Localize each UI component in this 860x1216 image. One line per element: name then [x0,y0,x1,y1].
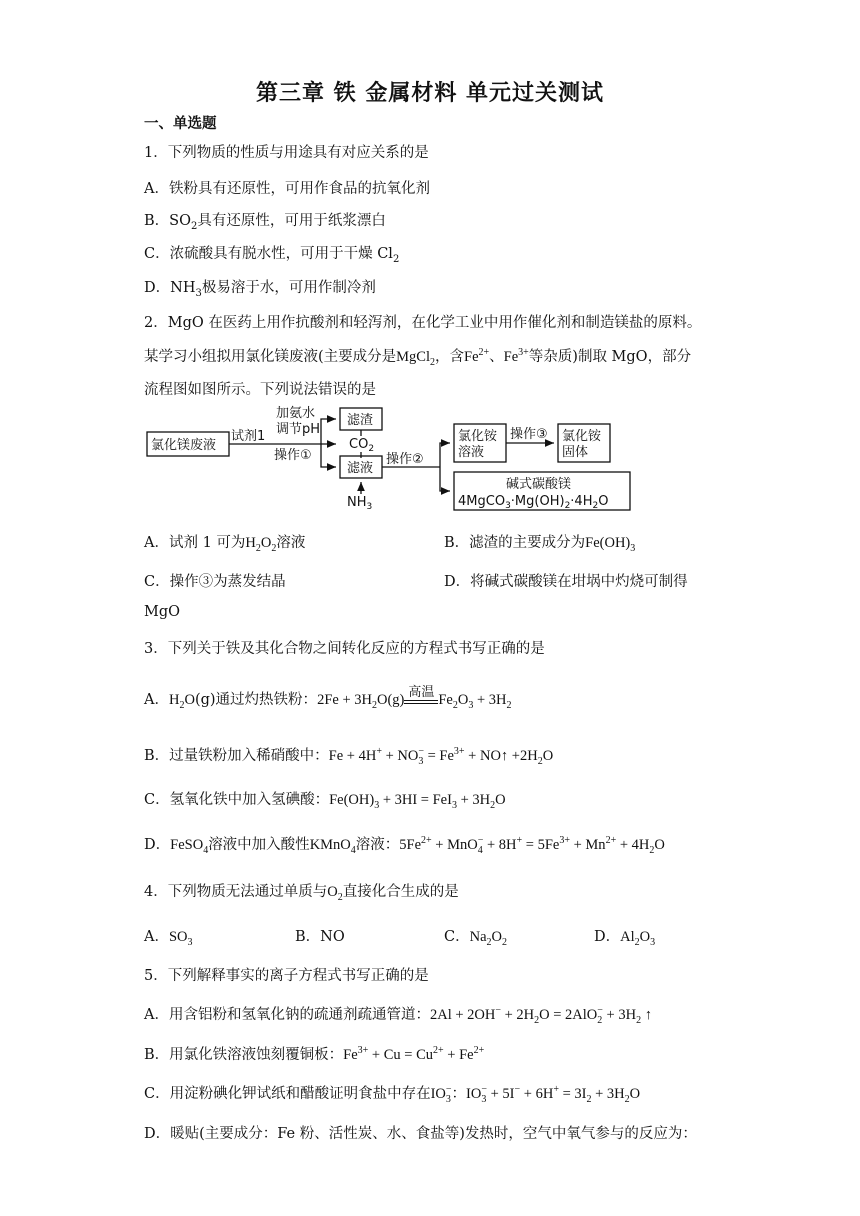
q5-option-a: A．用含铝粉和氢氧化钠的疏通剂疏通管道：$2Al + 2OH^- + 2H_2O = 2AlO_2^- + 3H_2$ ↑ [144,1005,652,1026]
q1-stem: 1．下列物质的性质与用途具有对应关系的是 [144,145,429,161]
q1-option-d: D．$NH_3$极易溶于水，可用作制冷剂 [144,280,376,299]
q2-stem-line2: 某学习小组拟用氯化镁废液(主要成分是MgCl$_2$，含$Fe^{2+}$、$Fe^{3+}$等杂质)制取 MgO，部分 [144,347,692,368]
page-title: 第三章 铁 金属材料 单元过关测试 [256,81,604,106]
flow-nh4cl-solid-2: 固体 [562,445,589,460]
q5-option-d: D．暖贴(主要成分：Fe 粉、活性炭、水、食盐等)发热时，空气中氧气参与的反应为： [144,1126,697,1142]
q1-option-a: A．铁粉具有还原性，可用作食品的抗氧化剂 [144,181,430,197]
q2-option-d: D．将碱式碳酸镁在坩埚中灼烧可制得 [444,574,688,590]
flow-op1-label: 操作① [274,448,312,463]
flow-op3-label: 操作③ [510,427,548,442]
section-heading: 一、单选题 [144,116,217,132]
flow-residue-label: 滤渣 [347,413,374,428]
q3-option-d: D．FeSO$_4$溶液中加入酸性KMnO$_4$溶液：$5Fe^{2+} + MnO_4^- + 8H^+ = 5Fe^{3+} + Mn^{2+} + 4H_2O$ [144,835,665,856]
q1-option-c: C．浓硫酸具有脱水性，可用于干燥 $Cl_2$ [144,246,400,265]
flow-nh4cl-sol-2: 溶液 [458,445,485,460]
q5-option-c: C．用淀粉碘化钾试纸和醋酸证明食盐中存在$IO_3^-$：$IO_3^- + 5I^- + 6H^+ = 3I_2 + 3H_2O$ [144,1084,641,1105]
q3-stem: 3．下列关于铁及其化合物之间转化反应的方程式书写正确的是 [144,641,545,657]
q1-option-b: B．$SO_2$具有还原性，可用于纸浆漂白 [144,213,386,232]
flow-basic-label-1: 碱式碳酸镁 [506,477,572,492]
flow-filtrate-label: 滤液 [347,461,374,476]
q2-stem-line3: 流程图如图所示。下列说法错误的是 [144,382,376,398]
flow-ph-label: 调节pH [276,422,321,437]
q4-option-c: C．$Na_2O_2$ [444,929,508,948]
flow-reagent-label: 试剂1 [231,429,266,444]
q2-option-c: C．操作③为蒸发结晶 [144,574,286,590]
q5-stem: 5．下列解释事实的离子方程式书写正确的是 [144,968,429,984]
flow-op2-label: 操作② [386,452,424,467]
flow-ammonia-label: 加氨水 [276,406,316,421]
q3-option-b: B．过量铁粉加入稀硝酸中：$Fe + 4H^+ + NO_3^- = Fe^{3+}$ + NO↑ $+2H_2O$ [144,746,554,767]
flow-nh4cl-sol-1: 氯化铵 [458,429,498,444]
q2-option-d-continued: MgO [144,604,181,620]
q2-option-b: B．滤渣的主要成分为$Fe(OH)_3$ [444,535,636,554]
q4-option-b: B．NO [295,929,345,945]
flow-waste-label: 氯化镁废液 [151,438,217,453]
flow-basic-formula: $4MgCO_3\cdot Mg(OH)_2\cdot 4H_2O$ [458,494,609,511]
q4-option-a: A．$SO_3$ [144,929,193,948]
flow-nh3-label: $NH_3$ [347,495,373,512]
q4-stem: 4．下列物质无法通过单质与$O_2$直接化合生成的是 [144,884,459,903]
q2-option-a: A．试剂 1 可为$H_2O_2$溶液 [144,535,306,554]
q3-a-condition: 高温 [408,685,435,700]
flow-diagram [144,402,644,514]
flow-nh4cl-solid-1: 氯化铵 [562,429,602,444]
q5-option-b: B．用氯化铁溶液蚀刻覆铜板：$Fe^{3+} + Cu = Cu^{2+} + Fe^{2+}$ [144,1045,485,1063]
q3-option-a: A．$H_2O(g)$通过灼热铁粉：$2Fe + 3H_2O(g)$ 高温 $Fe_2O_3 + 3H_2$ [144,688,512,709]
q3-option-c: C．氢氧化铁中加入氢碘酸：$Fe(OH)_3 + 3HI = FeI_3 + 3H_2O$ [144,792,506,811]
q2-stem-line1: 2．MgO 在医药上用作抗酸剂和轻泻剂，在化学工业中用作催化剂和制造镁盐的原料。 [144,315,702,331]
flow-co2-label: $CO_2$ [349,437,375,454]
q4-option-d: D．$Al_2O_3$ [594,929,656,948]
